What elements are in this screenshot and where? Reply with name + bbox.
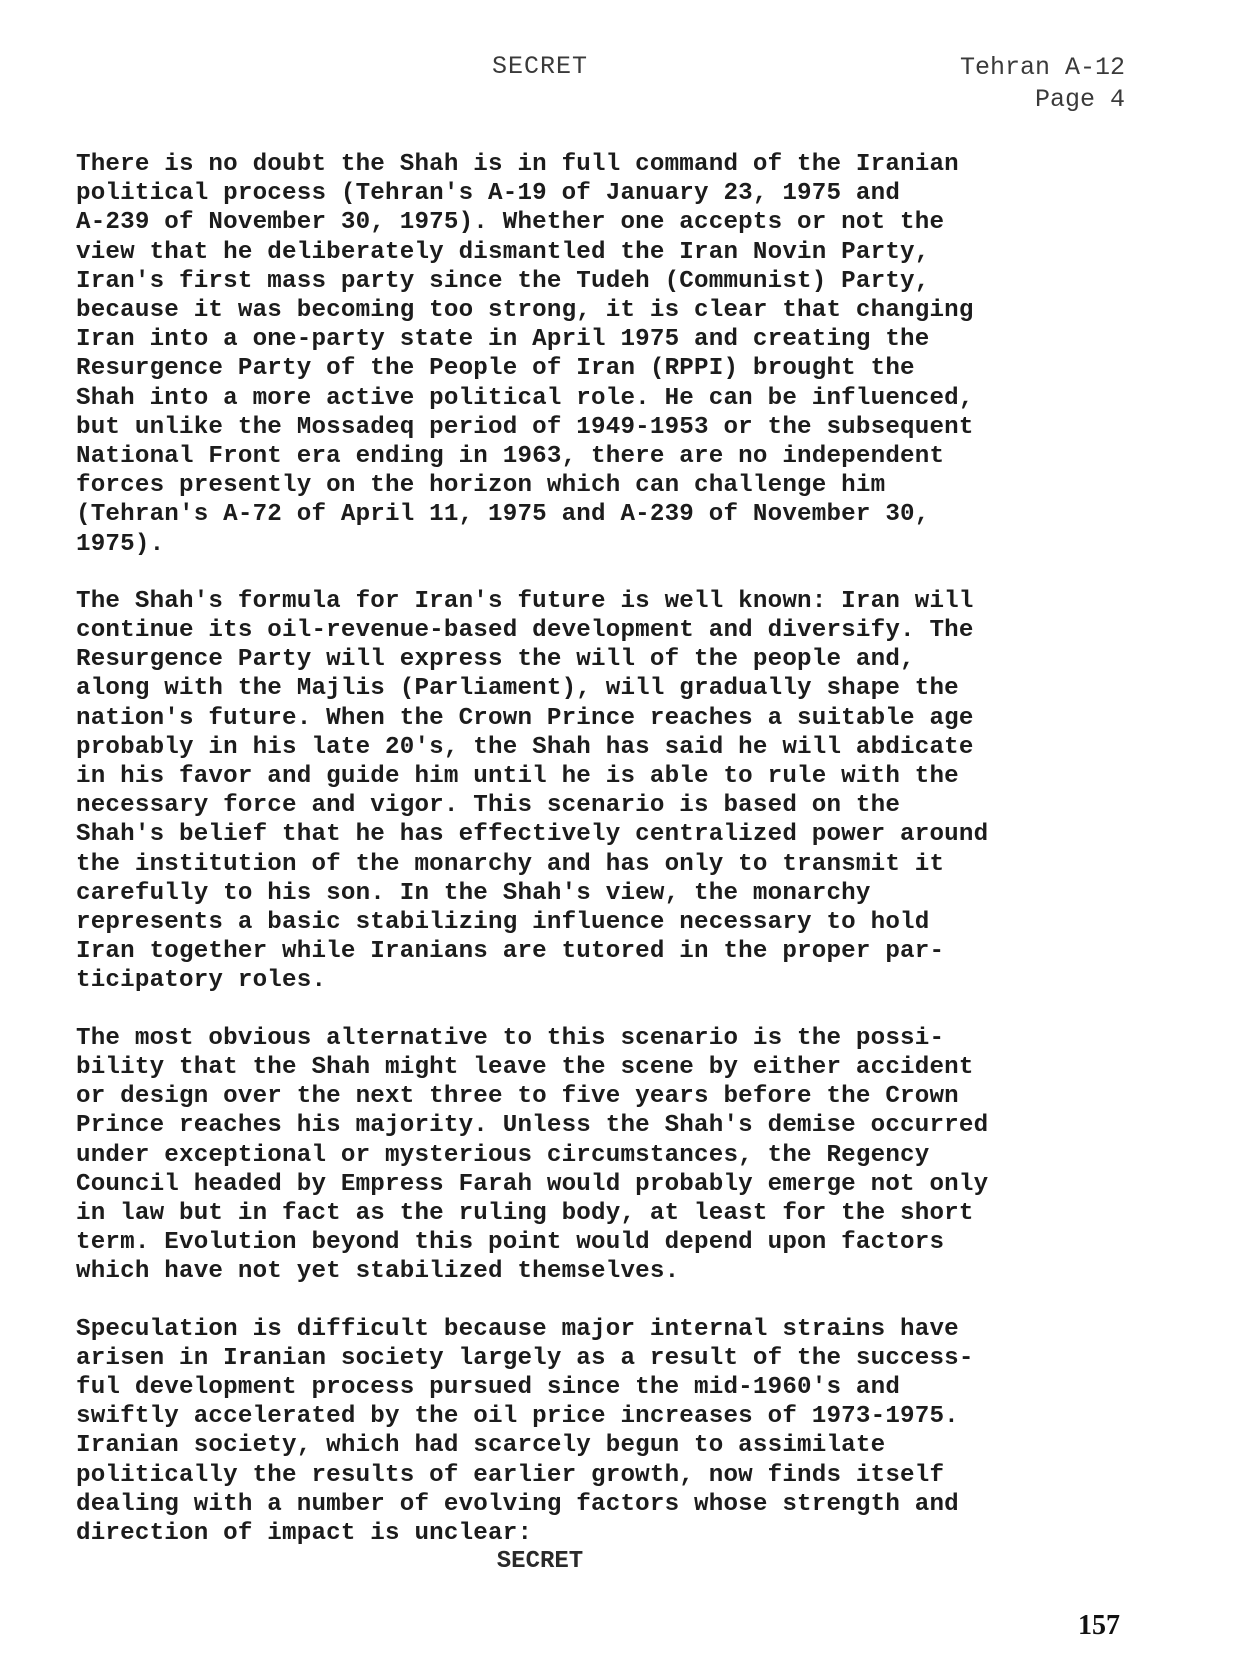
document-reference-block [825, 52, 1125, 116]
classification-marking-top: SECRET [491, 52, 588, 81]
document-body [76, 150, 1166, 1576]
page-number: 157 [1078, 1610, 1120, 1641]
document-reference: Tehran A-12 [959, 53, 1125, 82]
page-label: Page 4 [1034, 85, 1125, 114]
paragraph-3: The most obvious alternative to this scenario is the possi- bility that the Shah might leave the scene by either accident or design over the next three to five years before the Crown Prince reaches his majority. Unless the Shah's demise occurred under exceptional or mysterious circumstances, the Regency Council headed by Empress Farah would probably emerge not only in law but in fact as the ruling body, at least for the short term. Evolution beyond this point would depend upon factors which have not yet stabilized themselves. [76, 1024, 989, 1286]
paragraph-2: The Shah's formula for Iran's future is well known: Iran will continue its oil-revenue-based development and diversify. The Resurgence Party will express the will of the people and, along with the Majlis (Parliament), will gradually shape the nation's future. When the Crown Prince reaches a suitable age probably in his late 20's, the Shah has said he will abdicate in his favor and guide him until he is able to rule with the necessary force and vigor. This scenario is based on the Shah's belief that he has effectively centralized power around the institution of the monarchy and has only to transmit it carefully to his son. In the Shah's view, the monarchy represents a basic stabilizing influence necessary to hold Iran together while Iranians are tutored in the proper par- ticipatory roles. [76, 587, 989, 995]
classification-marking-bottom: SECRET [496, 1548, 584, 1575]
paragraph-4: Speculation is difficult because major internal strains have arisen in Iranian society largely as a result of the success- ful development process pursued since the mid-1960's and swiftly accelerated by the oil price increases of 1973-1975. Iranian society, which had scarcely begun to assimilate politically the results of earlier growth, now finds itself dealing with a number of evolving factors whose strength and direction of impact is unclear: [76, 1315, 974, 1547]
paragraph-1: There is no doubt the Shah is in full command of the Iranian political process (Tehran's A-19 of January 23, 1975 and A-239 of November 30, 1975). Whether one accepts or not the view that he deliberately dismantled the Iran Novin Party, Iran's first mass party since the Tudeh (Communist) Party, because it was becoming too strong, it is clear that changing Iran into a one-party state in April 1975 and creating the Resurgence Party of the People of Iran (RPPI) brought the Shah into a more active political role. He can be influenced, but unlike the Mossadeq period of 1949-1953 or the subsequent National Front era ending in 1963, there are no independent forces presently on the horizon which can challenge him (Tehran's A-72 of April 11, 1975 and A-239 of November 30, 1975). [76, 151, 974, 558]
